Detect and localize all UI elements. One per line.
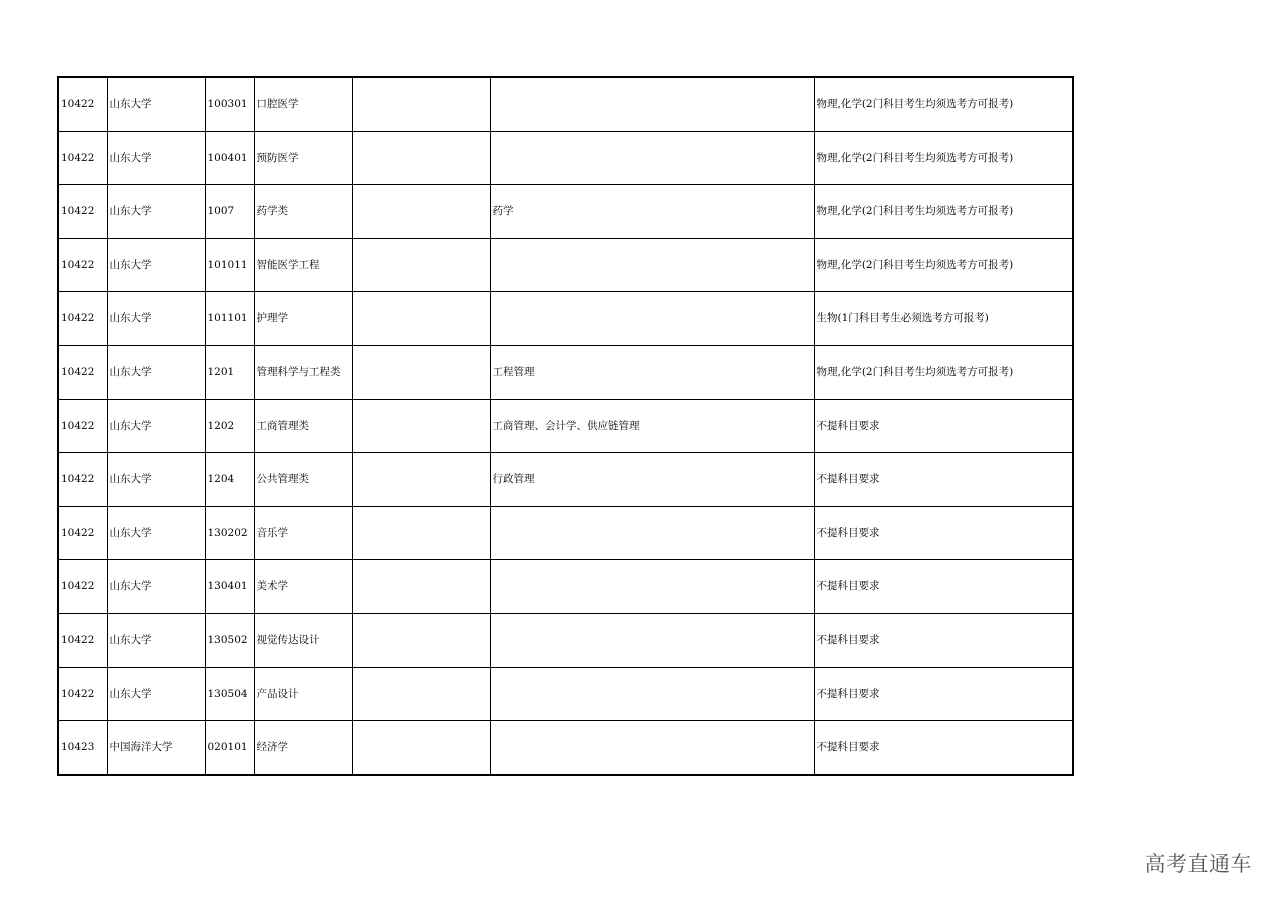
subject-requirement-table <box>57 76 1074 776</box>
school-name-cell: 山东大学 <box>107 506 205 560</box>
school-name-cell: 山东大学 <box>107 667 205 721</box>
blank-cell <box>352 399 490 453</box>
blank-cell <box>352 560 490 614</box>
school-code-cell: 10423 <box>58 721 107 775</box>
blank-cell <box>352 345 490 399</box>
major-code-cell: 130401 <box>205 560 254 614</box>
school-code-cell: 10422 <box>58 453 107 507</box>
major-code-cell: 1007 <box>205 185 254 239</box>
blank-cell <box>352 506 490 560</box>
major-code-cell: 100401 <box>205 131 254 185</box>
school-name-cell: 山东大学 <box>107 238 205 292</box>
major-name-cell: 经济学 <box>254 721 352 775</box>
school-code-cell: 10422 <box>58 613 107 667</box>
subject-requirement-cell: 不提科目要求 <box>814 506 1073 560</box>
table-row <box>58 238 1073 292</box>
table-row <box>58 613 1073 667</box>
school-code-cell: 10422 <box>58 399 107 453</box>
school-name-cell: 山东大学 <box>107 185 205 239</box>
major-code-cell: 130504 <box>205 667 254 721</box>
major-name-cell: 口腔医学 <box>254 77 352 131</box>
school-code-cell: 10422 <box>58 292 107 346</box>
major-code-cell: 130502 <box>205 613 254 667</box>
included-majors-cell <box>490 292 814 346</box>
major-name-cell: 药学类 <box>254 185 352 239</box>
major-code-cell: 1202 <box>205 399 254 453</box>
school-code-cell: 10422 <box>58 667 107 721</box>
table-row <box>58 345 1073 399</box>
major-code-cell: 130202 <box>205 506 254 560</box>
school-code-cell: 10422 <box>58 345 107 399</box>
major-code-cell: 100301 <box>205 77 254 131</box>
school-name-cell: 中国海洋大学 <box>107 721 205 775</box>
school-code-cell: 10422 <box>58 506 107 560</box>
school-code-cell: 10422 <box>58 185 107 239</box>
school-name-cell: 山东大学 <box>107 560 205 614</box>
major-name-cell: 产品设计 <box>254 667 352 721</box>
included-majors-cell: 行政管理 <box>490 453 814 507</box>
included-majors-cell <box>490 721 814 775</box>
major-name-cell: 工商管理类 <box>254 399 352 453</box>
included-majors-cell: 药学 <box>490 185 814 239</box>
subject-requirement-cell: 不提科目要求 <box>814 613 1073 667</box>
included-majors-cell: 工商管理、会计学、供应链管理 <box>490 399 814 453</box>
school-name-cell: 山东大学 <box>107 399 205 453</box>
table-row <box>58 667 1073 721</box>
included-majors-cell <box>490 77 814 131</box>
major-name-cell: 护理学 <box>254 292 352 346</box>
major-name-cell: 美术学 <box>254 560 352 614</box>
blank-cell <box>352 453 490 507</box>
blank-cell <box>352 292 490 346</box>
included-majors-cell <box>490 131 814 185</box>
blank-cell <box>352 77 490 131</box>
major-name-cell: 视觉传达设计 <box>254 613 352 667</box>
table-row <box>58 506 1073 560</box>
table-body <box>58 77 1073 775</box>
included-majors-cell <box>490 238 814 292</box>
table-row <box>58 453 1073 507</box>
blank-cell <box>352 667 490 721</box>
major-name-cell: 管理科学与工程类 <box>254 345 352 399</box>
school-name-cell: 山东大学 <box>107 453 205 507</box>
table-row <box>58 292 1073 346</box>
major-code-cell: 101101 <box>205 292 254 346</box>
school-name-cell: 山东大学 <box>107 131 205 185</box>
major-code-cell: 101011 <box>205 238 254 292</box>
subject-requirement-cell: 生物(1门科目考生必须选考方可报考) <box>814 292 1073 346</box>
major-code-cell: 1204 <box>205 453 254 507</box>
included-majors-cell <box>490 667 814 721</box>
school-code-cell: 10422 <box>58 77 107 131</box>
major-name-cell: 音乐学 <box>254 506 352 560</box>
major-code-cell: 020101 <box>205 721 254 775</box>
table-row <box>58 185 1073 239</box>
subject-requirement-cell: 不提科目要求 <box>814 667 1073 721</box>
subject-requirement-cell: 不提科目要求 <box>814 560 1073 614</box>
table-row <box>58 399 1073 453</box>
subject-requirement-cell: 不提科目要求 <box>814 453 1073 507</box>
table-row <box>58 560 1073 614</box>
subject-requirement-cell: 物理,化学(2门科目考生均须选考方可报考) <box>814 131 1073 185</box>
school-name-cell: 山东大学 <box>107 77 205 131</box>
included-majors-cell: 工程管理 <box>490 345 814 399</box>
subject-requirement-cell: 物理,化学(2门科目考生均须选考方可报考) <box>814 77 1073 131</box>
school-code-cell: 10422 <box>58 560 107 614</box>
blank-cell <box>352 131 490 185</box>
school-name-cell: 山东大学 <box>107 613 205 667</box>
subject-requirement-cell: 物理,化学(2门科目考生均须选考方可报考) <box>814 185 1073 239</box>
major-name-cell: 公共管理类 <box>254 453 352 507</box>
blank-cell <box>352 721 490 775</box>
included-majors-cell <box>490 613 814 667</box>
watermark-text: 高考直通车 <box>1144 852 1252 876</box>
included-majors-cell <box>490 506 814 560</box>
blank-cell <box>352 185 490 239</box>
table-row <box>58 721 1073 775</box>
blank-cell <box>352 238 490 292</box>
major-code-cell: 1201 <box>205 345 254 399</box>
table-row <box>58 131 1073 185</box>
school-name-cell: 山东大学 <box>107 345 205 399</box>
subject-requirement-cell: 不提科目要求 <box>814 399 1073 453</box>
blank-cell <box>352 613 490 667</box>
included-majors-cell <box>490 560 814 614</box>
major-name-cell: 预防医学 <box>254 131 352 185</box>
subject-requirement-cell: 物理,化学(2门科目考生均须选考方可报考) <box>814 238 1073 292</box>
subject-requirement-cell: 不提科目要求 <box>814 721 1073 775</box>
school-name-cell: 山东大学 <box>107 292 205 346</box>
school-code-cell: 10422 <box>58 131 107 185</box>
table-row <box>58 77 1073 131</box>
school-code-cell: 10422 <box>58 238 107 292</box>
major-name-cell: 智能医学工程 <box>254 238 352 292</box>
subject-requirement-cell: 物理,化学(2门科目考生均须选考方可报考) <box>814 345 1073 399</box>
